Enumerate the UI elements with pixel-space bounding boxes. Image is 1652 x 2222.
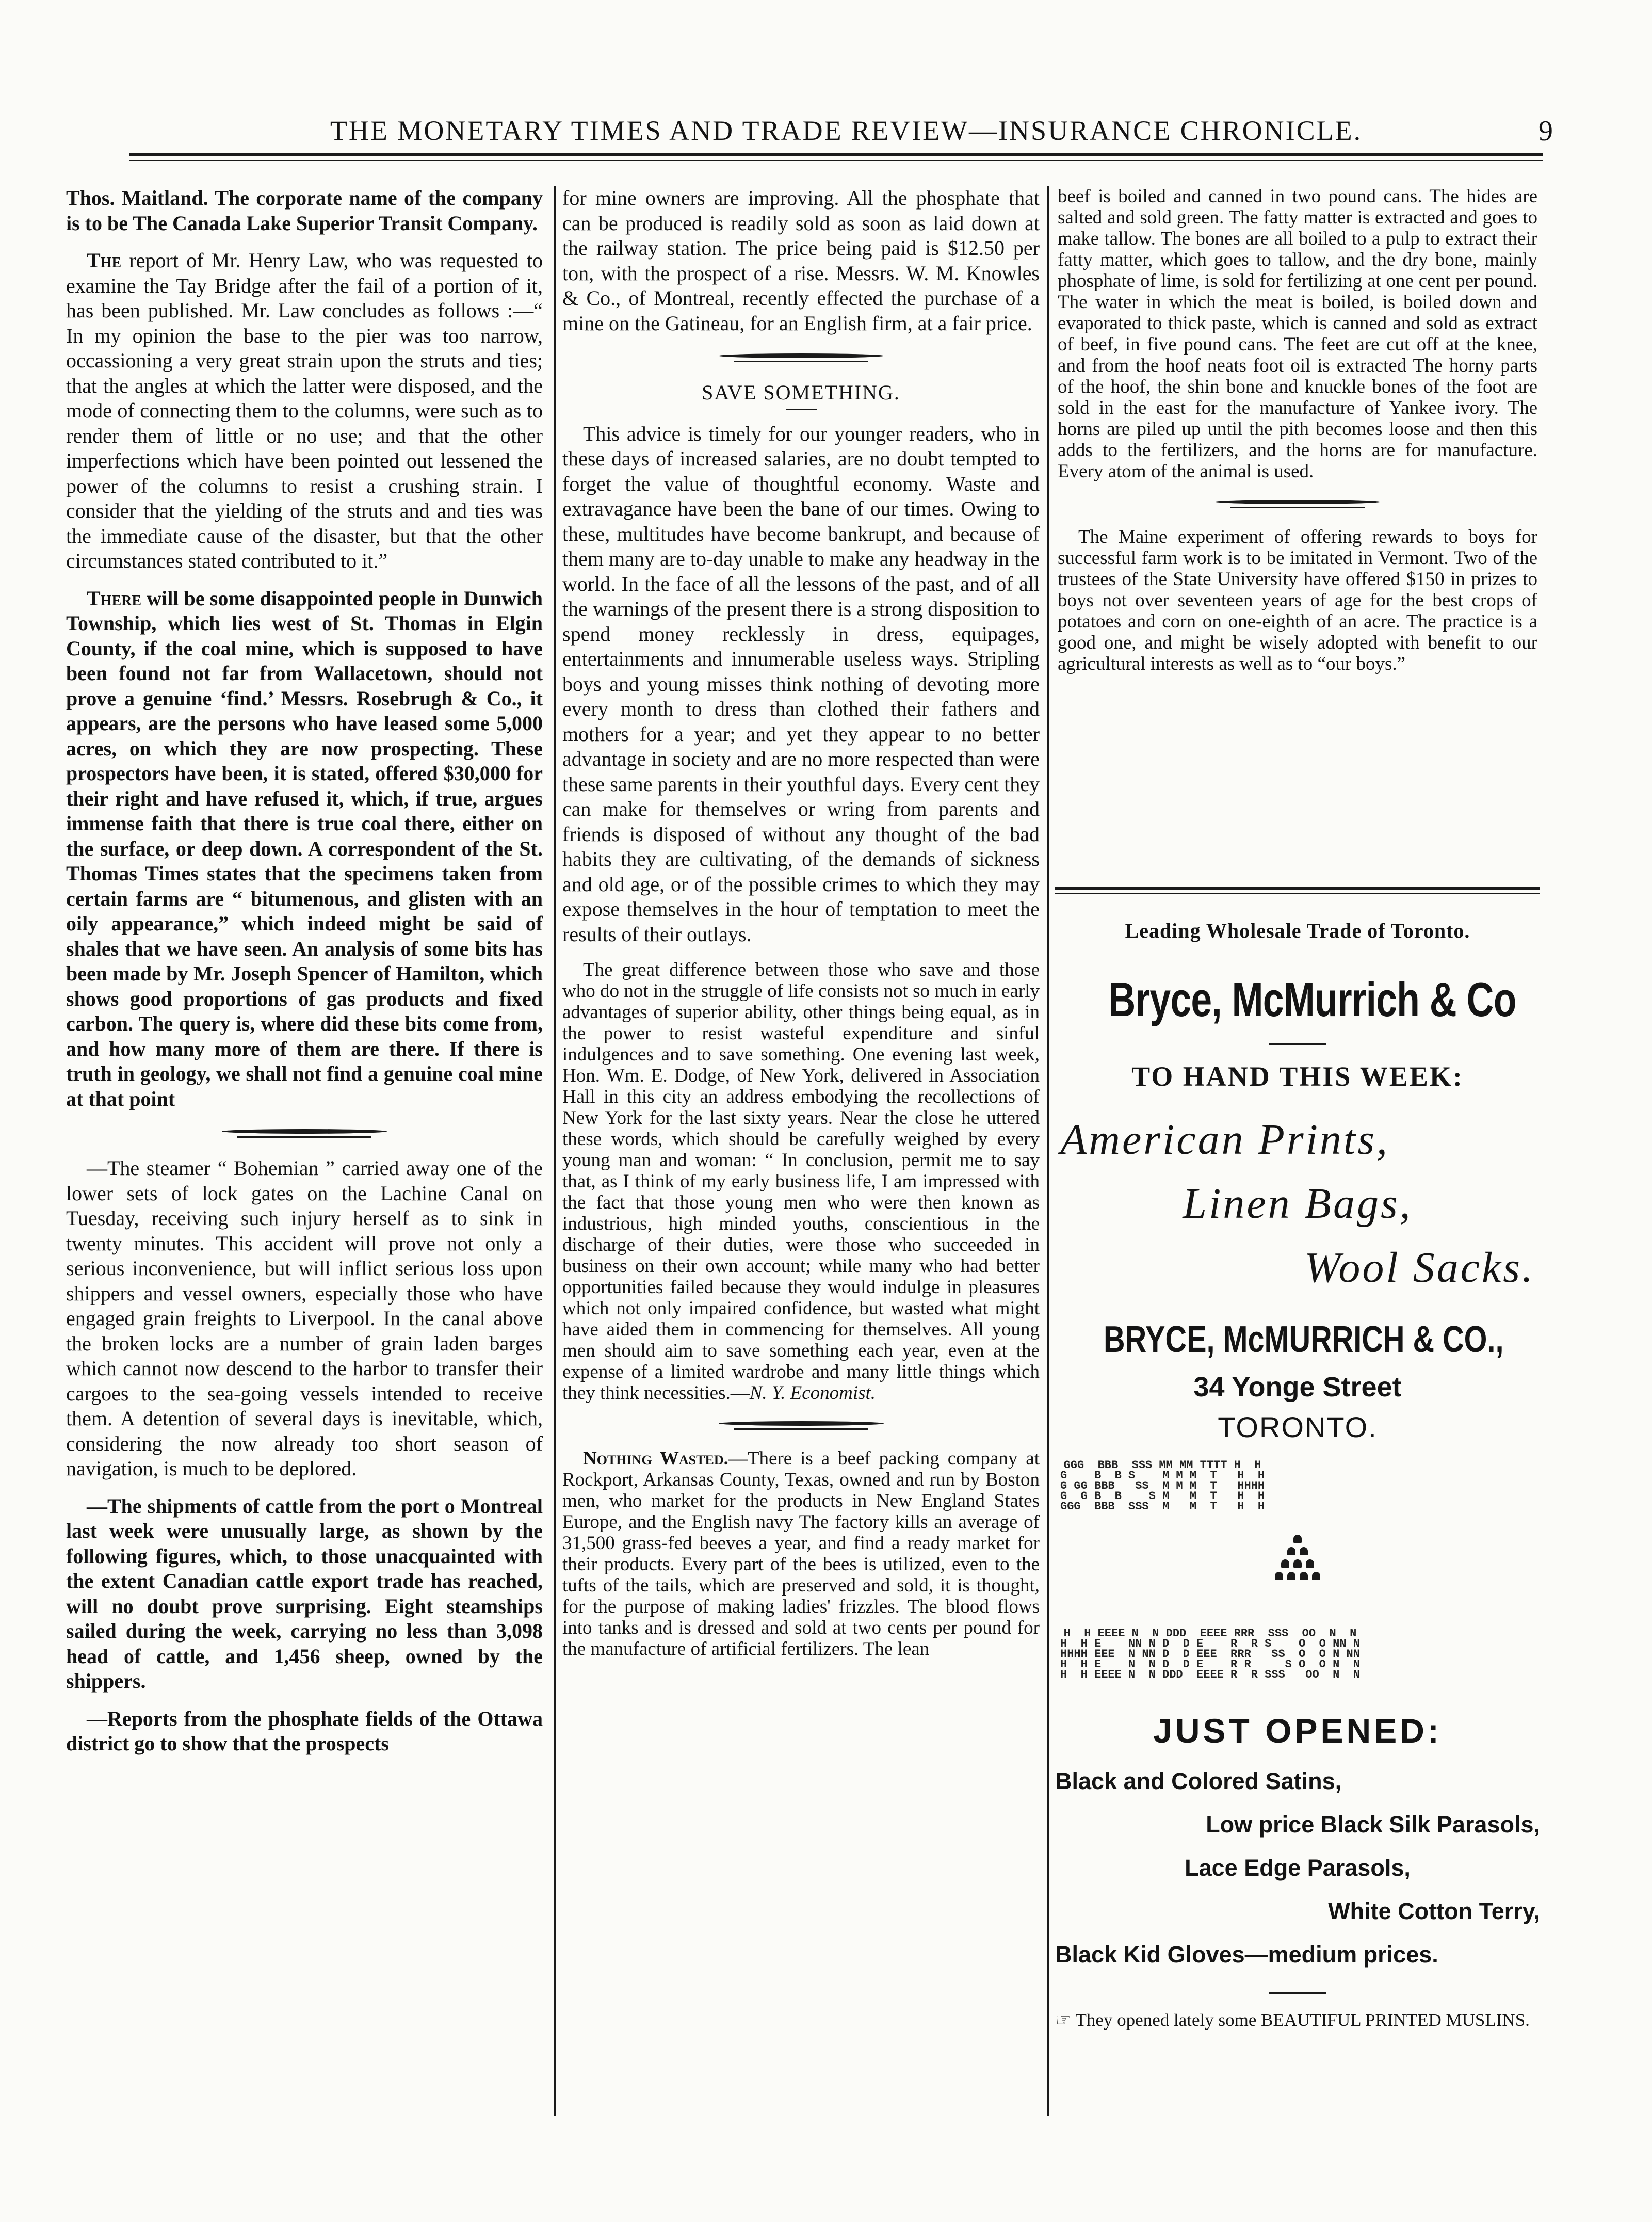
article-save-something-2 — [562, 959, 1040, 1404]
column-rule-1 — [554, 186, 556, 2116]
ad-goods-item: Black Kid Gloves—medium prices. — [1055, 1941, 1438, 1968]
pointing-hand-icon: ☞ — [1055, 2010, 1072, 2030]
ad-goods-item: Lace Edge Parasols, — [1185, 1855, 1411, 1881]
page-header — [155, 115, 1553, 156]
article-nothing-wasted — [562, 1448, 1040, 1660]
ad-item: Wool Sacks. — [1304, 1244, 1535, 1292]
advertisement — [1055, 888, 1540, 2031]
lead-word: Nothing Wasted. — [583, 1448, 728, 1469]
column-2 — [562, 186, 1040, 1672]
ad-note — [1055, 2009, 1540, 2031]
article-coal-mine — [66, 586, 543, 1112]
ad-firm-display: Bryce, McMurrich & Co — [1108, 972, 1516, 1026]
ornamental-divider — [1215, 495, 1380, 511]
ad-goods-item: Black and Colored Satins, — [1055, 1768, 1342, 1794]
ad-item: Linen Bags, — [1183, 1180, 1413, 1228]
ad-street: 34 Yonge Street — [1193, 1372, 1402, 1403]
article-cattle-shipments: —The shipments of cattle from the port o Montreal last week were unusually large, as shown by the following figures, which, to those unacquainted with the extent Canadian cattle export trade has reached, will no doubt prove surprising. Eight steamships sailed during the week, carrying no less than 3,098 head of cattle, and 1,456 sheep, owned by the shippers. — [66, 1494, 543, 1693]
ornamental-divider — [222, 1125, 387, 1140]
ad-goods-item: White Cotton Terry, — [1328, 1898, 1540, 1924]
header-rule-thin — [129, 160, 1543, 161]
article-maine-experiment: The Maine experiment of offering rewards to boys for successful farm work is to be imitated in Vermont. Two of the trustees of the State University have offered $150 in prizes to boys not over seventeen years of age for the best crops of potatoes and corn on one-eighth of an acre. The practice is a good one, and might be wisely adopted with benefit to our agricultural interests as well as to “our boys.” — [1058, 526, 1537, 674]
column-rule-2 — [1047, 186, 1049, 2116]
article-beef-packing-end: beef is boiled and canned in two pound cans. The hides are salted and sold green. The fatty matter is extracted and goes to make tallow. The bones are all boiled to a pulp to extract their fatty matter, which goes to tallow, and the dry bone, mainly phosphate of lime, is sold for fertilizing at one cent per pound. The water in which the meat is boiled, is boiled down and evaporated to thick paste, which is canned and sold as extract of beef, in five pound cans. The feet are cut off at the knee, and from the hoof neats foot oil is extracted The horny parts of the hoof, the shin bone and knuckle bones of the foot are sold in the east for the manufacture of Yankee ivory. The horns are piled up until the pith becomes loose and then this adds to the fertilizers, and the horns are for manufacture. Every atom of the animal is used. — [1058, 186, 1537, 482]
source-credit: N. Y. Economist. — [749, 1382, 876, 1404]
running-title: THE MONETARY TIMES AND TRADE REVIEW—INSURANCE CHRONICLE. — [330, 115, 1363, 146]
article-body: The great difference between those who save and those who do not in the struggle of life consists not so much in early advantages of superior ability, other things being equal, as in the power to resist wasteful expenditure and sinful indulgences and to save something. One evening last week, Hon. Wm. E. Dodge, of New York, delivered in Association Hall in this city an address embodying the recollections of New York for the last sixty years. Near the close he uttered these words, which should be carefully weighed by every young man and woman: “ In conclusion, permit me to say that, as I think of my early business life, I am impressed with the fact that those young men who were then known as industrious, high minded youths, conscientious in the discharge of their duties, were those who succeeded in business on their own account; while many who had better opportunities failed because they would indulge in pleasures which not only impaired confidence, but wasted what might have aided them in commencing for themselves. All young men should aim to save something each year, even at the expense of a limited wardrobe and many little things which they think necessities.— — [562, 959, 1040, 1404]
ad-heading: Leading Wholesale Trade of Toronto. — [1125, 919, 1470, 942]
ornamental-divider — [719, 1417, 884, 1432]
ad-firm-name: BRYCE, McMURRICH & CO., — [1104, 1319, 1504, 1360]
short-rule — [1269, 1992, 1326, 1994]
ad-city: TORONTO. — [1218, 1411, 1378, 1443]
article-phosphate-start: —Reports from the phosphate fields of the Ottawa district go to show that the prospects — [66, 1706, 543, 1755]
ad-just-opened: JUST OPENED: — [1153, 1712, 1442, 1750]
header-rule-thick — [129, 153, 1543, 156]
decorative-letter-block-henderson: H H EEEE N N DDD EEEE RRR SSS OO N N H H E NN N D D E R R S O O NN N HHHH EEE N NN D D EEE RRR SS O O N NN H H E N N D D E R R S O O N N H H EEEE N N DDD EEEE R R SSS OO N N — [1060, 1627, 1360, 1681]
lead-word: The — [87, 249, 122, 272]
column-3 — [1058, 186, 1537, 687]
article-body: will be some disappointed people in Dunwich Township, which lies west of St. Thomas in Elgin County, if the coal mine, which is supposed to have been found not far from Wallacetown, should not prove a genuine ‘find.’ Messrs. Rosebrugh & Co., it appears, are the persons who have leased some 5,000 acres, on which they are now prospecting. These prospectors have been, it is stated, offered $30,000 for their right and have refused it, which, if true, argues immense faith that there is true coal there, either on the surface, or deep down. A correspondent of the St. Thomas Times states that the specimens taken from certain farms are “ bitumenous, and glisten with an oily appearance,” which indeed might be said of shales that we have seen. An analysis of some bits has been made by Mr. Joseph Spencer of Hamilton, which shows good proportions of gas products and fixed carbon. The query is, where did these bits come from, and how many more of them are there. If there is truth in geology, we shall not find a genuine coal mine at that point — [66, 586, 543, 1110]
lead-word: There — [87, 586, 142, 610]
article-save-something-1: This advice is timely for our younger readers, who in these days of increased salaries, are no doubt tempted to forget the value of thoughtful economy. Waste and extravagance have been the bane of our times. Owing to these, multitudes have become bankrupt, and because of them many are to-day unable to make any headway in the world. In the face of all the lessons of the past, and of all the warnings of the present there is a strong disposition to spend money recklessly in dress, equipages, entertainments and innumerable useless ways. Stripling boys and young misses think nothing of devoting more every month to dress than clothed their fathers and mothers for a year; and yet they appear to no better advantage in society and are no more respected than were these same parents in their youthful days. Every cent they can make for themselves or wring from parents and friends is disposed of without any thought of the bad habits they are cultivating, of the demands of sickness and old age, or of the possible crimes to which they may expose themselves in the hour of temptation to meet the results of their outlays. — [562, 422, 1040, 946]
ad-to-hand: TO HAND THIS WEEK: — [1131, 1061, 1464, 1092]
article-body: —There is a beef packing company at Rockport, Arkansas County, Texas, owned and run by Boston men, who market for the products in New England States Europe, and the English navy The factory kills an average of 31,500 grass-fed beeves a year, and find a ready market for their products. Every part of the bees is utilized, even to the tufts of the tails, which are preserved and sold, it is thought, for the purpose of making ladies' frizzles. The blood flows into tanks and is dressed and sold at two cents per pound for the manufacture of artificial fertilizers. The lean — [562, 1448, 1040, 1660]
article-steamer-bohemian: —The steamer “ Bohemian ” carried away one of the lower sets of lock gates on the Lachine Canal on Tuesday, receiving such injury herself as to sink in twenty minutes. This accident will prove not only a serious inconvenience, but will inflict serious loss upon shippers and vessel owners, especially those who have engaged grain freights to Liverpool. In the canal above the broken locks are a number of grain laden barges which cannot now descend to the harbor to transfer their cargoes to the sea-going vessels intended to receive them. A detention of several days is inevitable, which, considering the now already too short season of navigation, is much to be deplored. — [66, 1156, 543, 1480]
short-rule — [786, 409, 817, 410]
article-phosphate-end: for mine owners are improving. All the phosphate that can be produced is readily sold as soon as laid down at the railway station. The price being paid is $12.50 per ton, with the prospect of a rise. Messrs. W. M. Knowles & Co., of Montreal, recently effected the purchase of a mine on the Gatineau, for an English firm, at a fair price. — [562, 186, 1040, 335]
short-rule — [1269, 1043, 1326, 1045]
decorative-ampersand-mark — [1267, 1535, 1329, 1612]
article-transit-company-end: Thos. Maitland. The corporate name of the company is to be The Canada Lake Superior Transit Company. — [66, 186, 543, 235]
ad-goods-item: Low price Black Silk Parasols, — [1206, 1811, 1540, 1838]
section-title-save-something: SAVE SOMETHING. — [702, 381, 900, 404]
ad-note-text: They opened lately some BEAUTIFUL PRINTED MUSLINS. — [1075, 2010, 1530, 2030]
article-body: report of Mr. Henry Law, who was requested to examine the Tay Bridge after the fail of a portion of it, has been published. Mr. Law concludes as follows :—“ In my opinion the base to the pier was too narrow, occassioning a very great strain upon the struts and ties; that the angles at which the latter were disposed, and the mode of connecting them to the columns, were such as to render them of little or no use; and that the other imperfections which have been pointed out lessened the power of the columns to resist a crushing strain. I consider that the yielding of the struts and and ties was the immediate cause of the disaster, but that the other circumstances stated contributed to it.” — [66, 249, 543, 572]
page-number: 9 — [1538, 115, 1553, 147]
decorative-letter-block-gbsmith: GGG BBB SSS MM MM TTTT H H G B B S M M M T H H G GG BBB SS M M M T HHHH G G B B S M M T H H GGG BBB SSS M M T H H — [1060, 1459, 1265, 1513]
column-1 — [66, 186, 543, 1769]
article-tay-bridge — [66, 248, 543, 574]
ornamental-divider — [719, 349, 884, 365]
ad-item: American Prints, — [1060, 1116, 1389, 1164]
ad-goods-list — [1055, 1760, 1540, 1976]
